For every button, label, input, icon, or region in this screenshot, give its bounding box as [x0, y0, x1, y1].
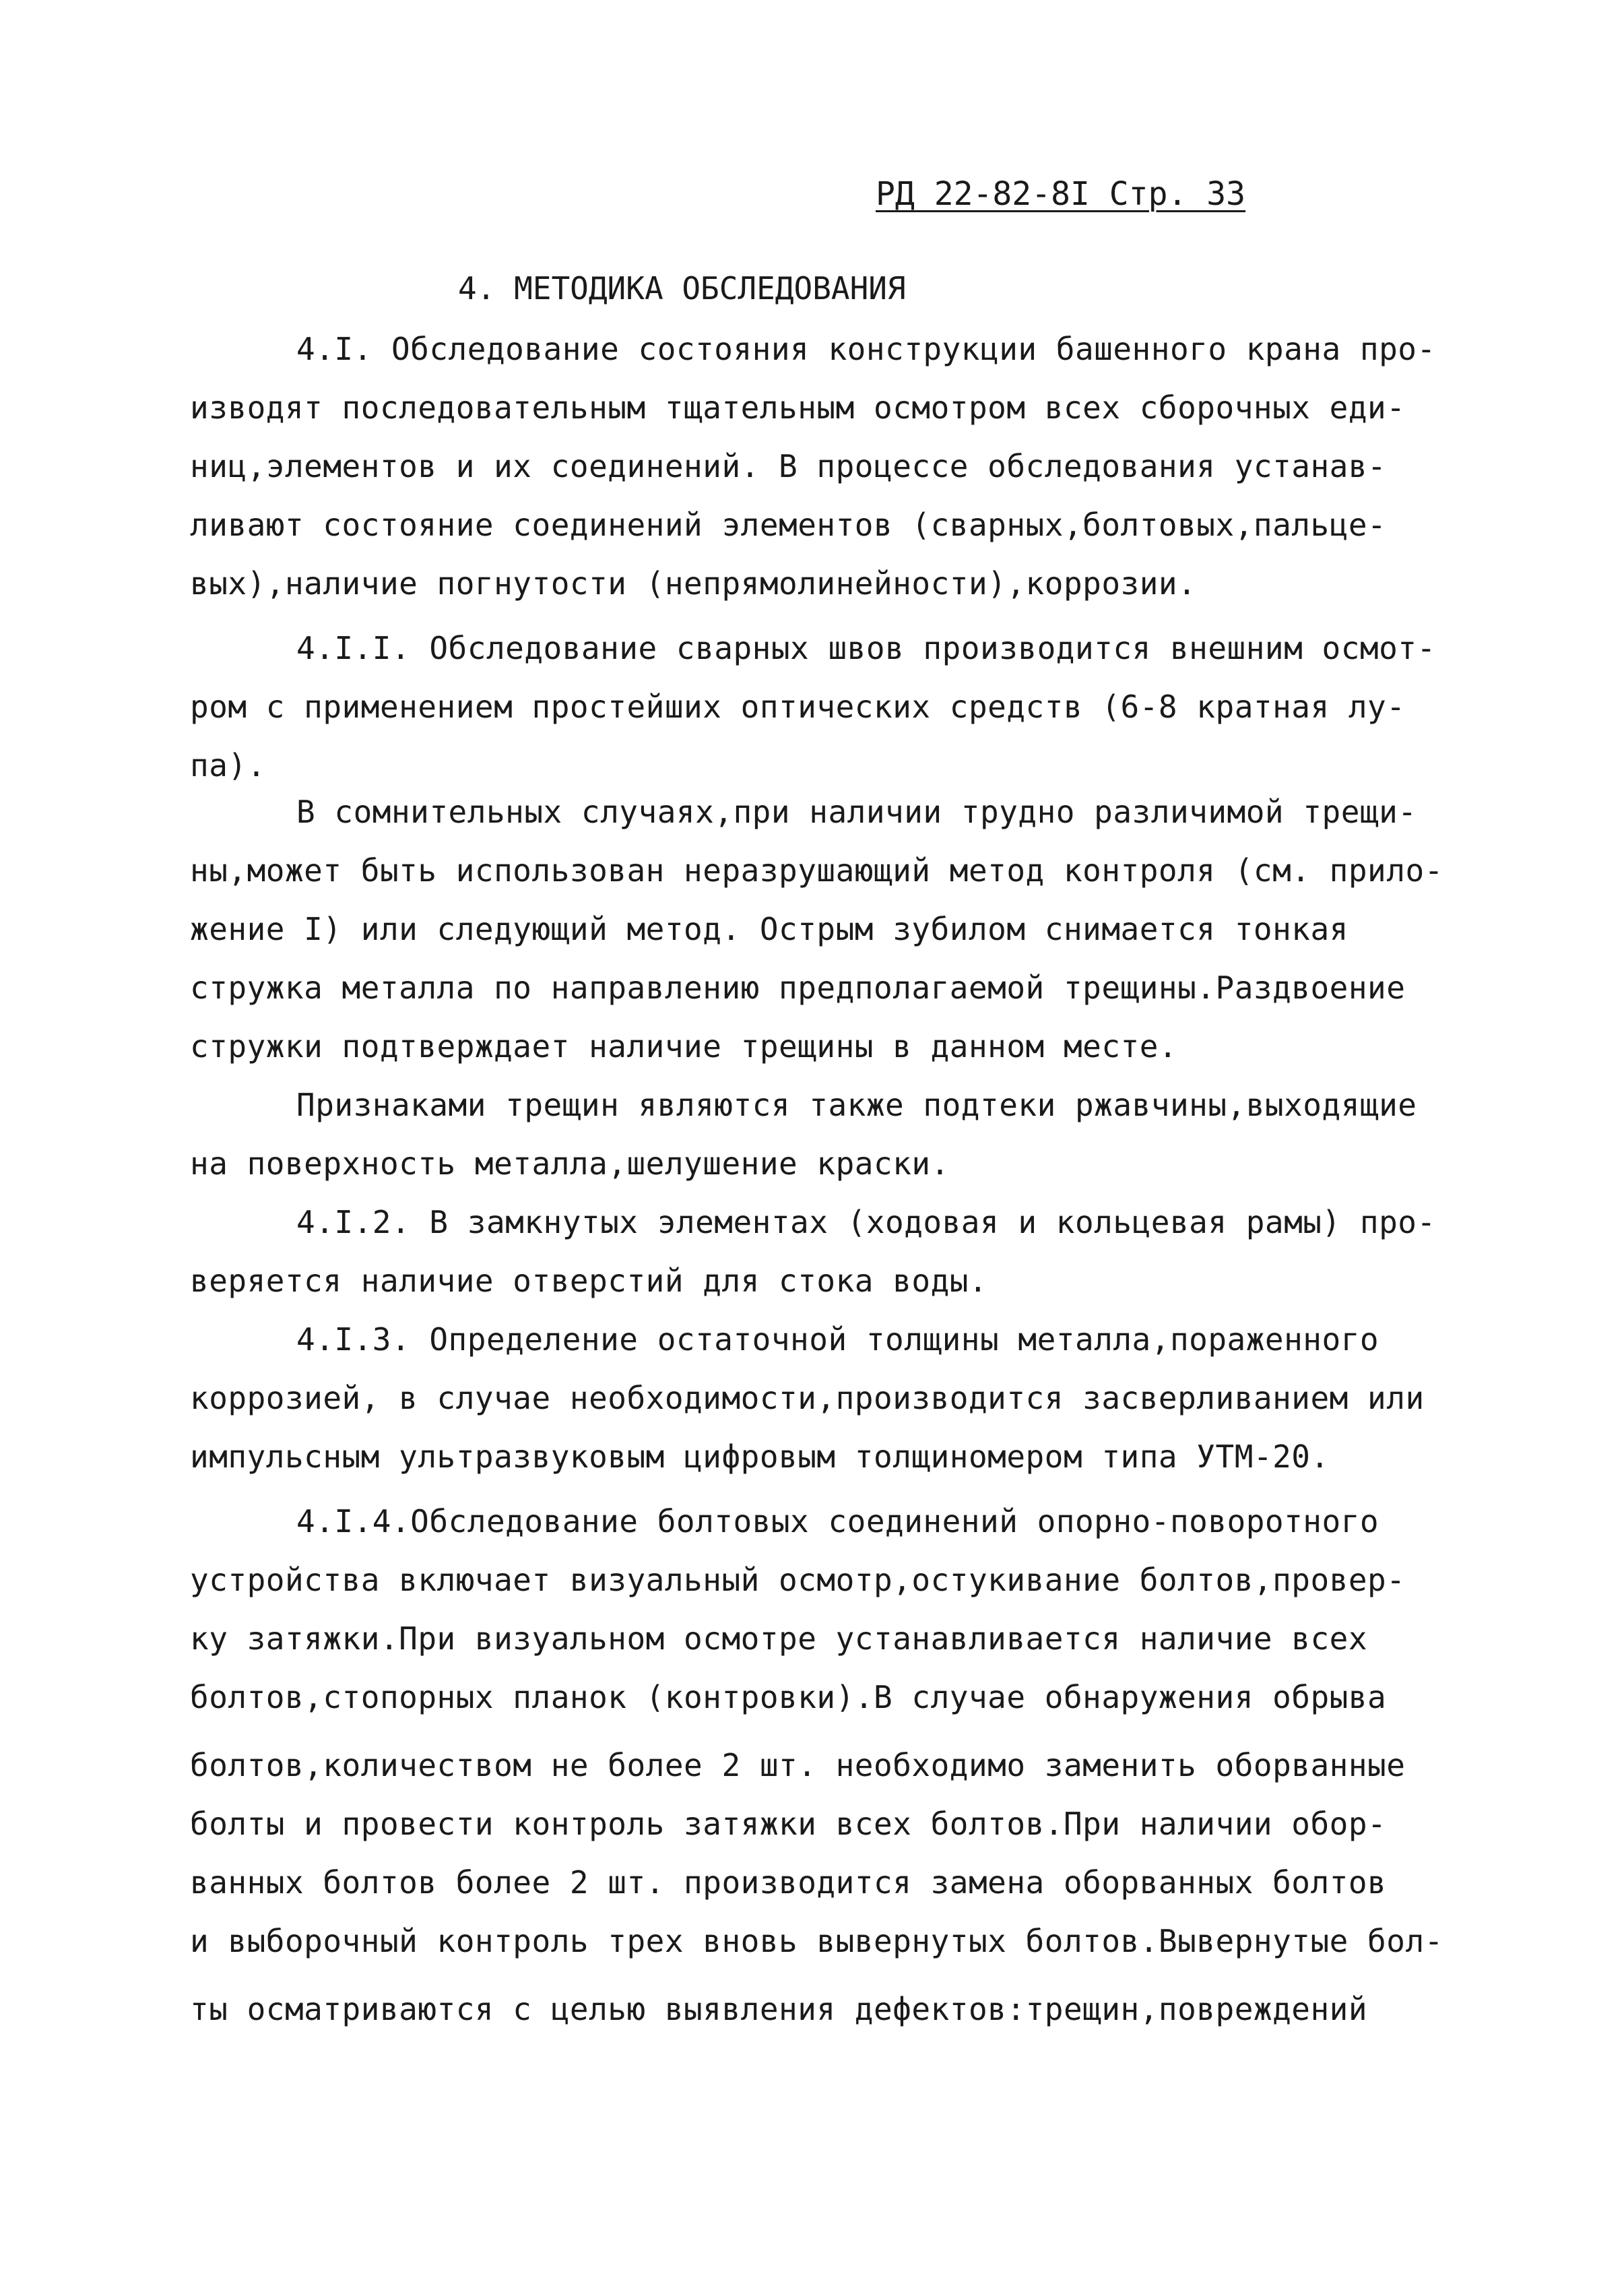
section-title: 4. МЕТОДИКА ОБСЛЕДОВАНИЯ: [458, 270, 906, 307]
text-line: болтов,стопорных планок (контровки).В случае обнаружения обрыва: [190, 1679, 1387, 1715]
text-line: болты и провести контроль затяжки всех болтов.При наличии обор-: [190, 1806, 1387, 1842]
text-line: веряется наличие отверстий для стока воды.: [190, 1263, 988, 1299]
text-line: па).: [190, 747, 266, 784]
text-line: устройства включает визуальный осмотр,остукивание болтов,провер-: [190, 1562, 1406, 1598]
text-line: на поверхность металла,шелушение краски.: [190, 1145, 950, 1182]
text-line: ниц,элементов и их соединений. В процессе обследования устанав-: [190, 448, 1387, 484]
text-line: изводят последовательным тщательным осмотром всех сборочных еди-: [190, 389, 1406, 426]
text-line: 4.I.I. Обследование сварных швов производится внешним осмот-: [296, 630, 1436, 666]
text-line: В сомнительных случаях,при наличии трудно различимой трещи-: [296, 794, 1417, 830]
text-line: стружка металла по направлению предполагаемой трещины.Раздвоение: [190, 970, 1406, 1006]
text-line: и выборочный контроль трех вновь вывернутых болтов.Вывернутые бол-: [190, 1923, 1443, 1959]
text-line: ны,может быть использован неразрушающий метод контроля (см. прило-: [190, 852, 1443, 889]
text-line: Признаками трещин являются также подтеки ржавчины,выходящие: [296, 1087, 1417, 1123]
text-line: 4.I.3. Определение остаточной толщины металла,пораженного: [296, 1321, 1379, 1358]
text-line: жение I) или следующий метод. Острым зубилом снимается тонкая: [190, 911, 1349, 947]
text-line: ливают состояние соединений элементов (сварных,болтовых,пальце-: [190, 507, 1387, 543]
text-line: ку затяжки.При визуальном осмотре устанавливается наличие всех: [190, 1620, 1368, 1657]
text-line: ты осматриваются с целью выявления дефектов:трещин,повреждений: [190, 1991, 1368, 2027]
text-line: стружки подтверждает наличие трещины в данном месте.: [190, 1028, 1178, 1065]
text-line: импульсным ультразвуковым цифровым толщиномером типа УТМ-20.: [190, 1438, 1330, 1475]
text-line: коррозией, в случае необходимости,производится засверливанием или: [190, 1380, 1425, 1416]
text-line: болтов,количеством не более 2 шт. необходимо заменить оборванные: [190, 1747, 1406, 1783]
text-line: 4.I.4.Обследование болтовых соединений опорно-поворотного: [296, 1503, 1379, 1540]
text-line: вых),наличие погнутости (непрямолинейности),коррозии.: [190, 565, 1197, 602]
text-line: 4.I.2. В замкнутых элементах (ходовая и кольцевая рамы) про-: [296, 1204, 1436, 1240]
page-header: РД 22-82-8I Стр. 33: [876, 175, 1246, 213]
text-line: 4.I. Обследование состояния конструкции башенного крана про-: [296, 331, 1436, 367]
text-line: ром с применением простейших оптических средств (6-8 кратная лу-: [190, 689, 1406, 725]
text-line: ванных болтов более 2 шт. производится замена оборванных болтов: [190, 1864, 1387, 1901]
